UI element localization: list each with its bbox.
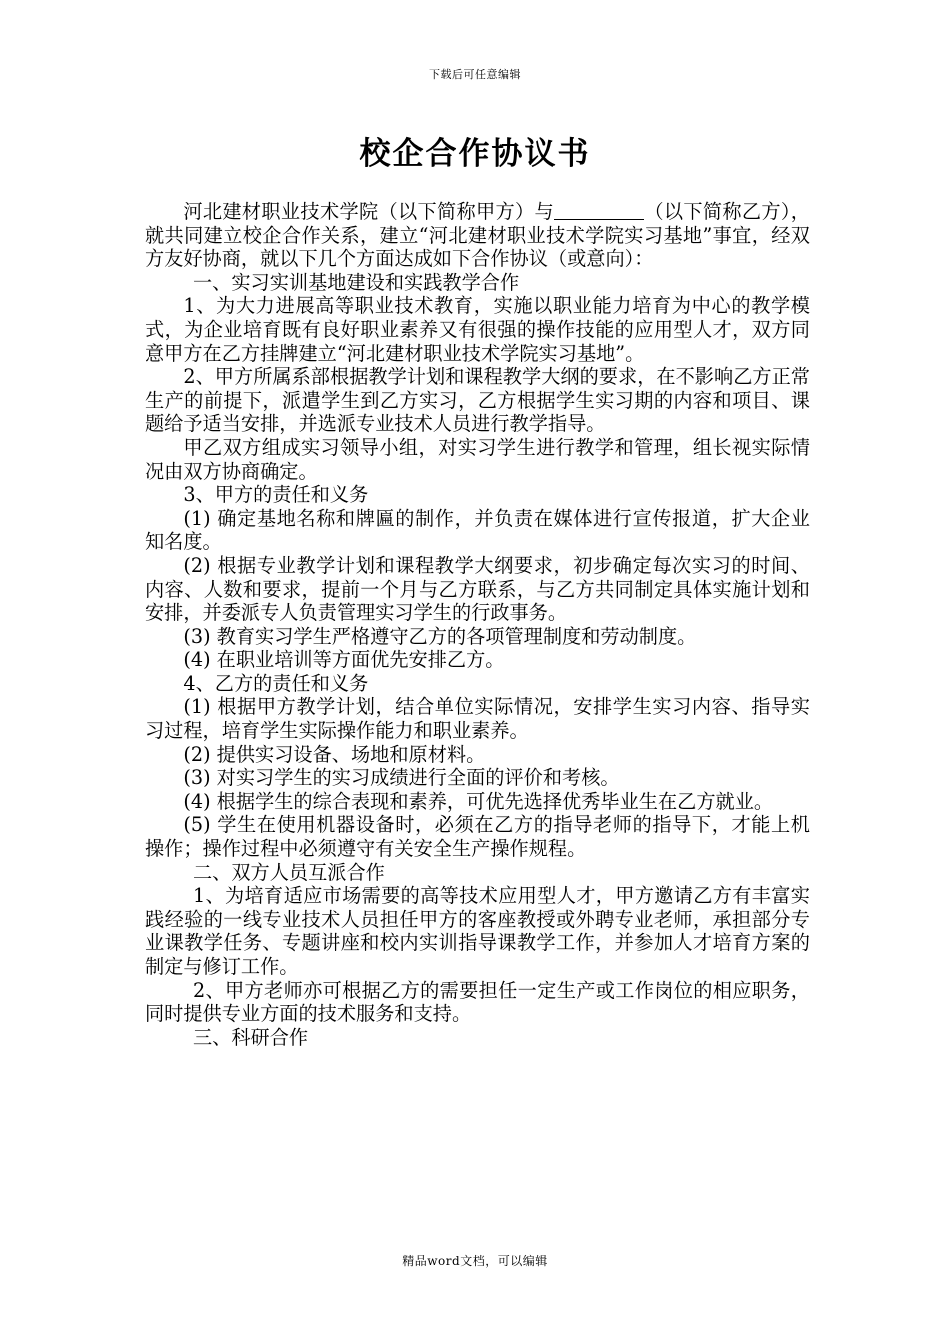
- document-body: [145, 200, 810, 1049]
- party-b-item-2: (2) 提供实习设备、场地和原材料。: [183, 742, 486, 766]
- party-b-item-1: (1) 根据甲方教学计划，结合单位实际情况，安排学生实习内容、指导实习过程，培育学生实际操作能力和职业素养。: [145, 695, 810, 743]
- paragraph-2-2: 2、甲方老师亦可根据乙方的需要担任一定生产或工作岗位的相应职务，同时提供专业方面的技术服务和支持。: [145, 978, 810, 1026]
- subheading-party-a: 3、甲方的责任和义务: [183, 483, 369, 507]
- party-a-item-1: (1) 确定基地名称和牌匾的制作，并负责在媒体进行宣传报道，扩大企业知名度。: [145, 506, 810, 554]
- page-header: 下载后可任意编辑: [429, 68, 521, 81]
- subheading-party-b: 4、乙方的责任和义务: [183, 671, 369, 695]
- section-heading-2: 二、双方人员互派合作: [193, 860, 385, 884]
- paragraph-leadership: 甲乙双方组成实习领导小组，对实习学生进行教学和管理，组长视实际情况由双方协商确定。: [145, 435, 810, 483]
- intro-paragraph: [145, 200, 810, 271]
- intro-text-end: （以下简称乙方），就共同建立校企合作关系，建立“河北建材职业技术学院实习基地”事宜，经双方友好协商，就以下几个方面达成如下合作协议（或意向）：: [145, 200, 810, 271]
- paragraph-1-1: 1、为大力进展高等职业技术教育，实施以职业能力培育为中心的教学模式，为企业培育既有良好职业素养又有很强的操作技能的应用型人才，双方同意甲方在乙方挂牌建立“河北建材职业技术学院实习基地”。: [145, 294, 810, 365]
- document-title: 校企合作协议书: [359, 136, 591, 172]
- party-b-item-5: (5) 学生在使用机器设备时，必须在乙方的指导老师的指导下，才能上机操作；操作过程中必须遵守有关安全生产操作规程。: [145, 813, 810, 861]
- party-a-item-3: (3) 教育实习学生严格遵守乙方的各项管理制度和劳动制度。: [183, 624, 697, 648]
- section-heading-1: 一、实习实训基地建设和实践教学合作: [193, 270, 520, 294]
- party-b-item-4: (4) 根据学生的综合表现和素养，可优先选择优秀毕业生在乙方就业。: [183, 789, 774, 813]
- party-b-blank: [554, 201, 644, 220]
- section-heading-3: 三、科研合作: [193, 1025, 309, 1049]
- page-footer: 精品word文档，可以编辑: [402, 1254, 548, 1268]
- party-b-item-3: (3) 对实习学生的实习成绩进行全面的评价和考核。: [183, 766, 620, 790]
- party-a-item-2: (2) 根据专业教学计划和课程教学大纲要求，初步确定每次实习的时间、内容、人数和要求，提前一个月与乙方联系，与乙方共同制定具体实施计划和安排，并委派专人负责管理实习学生的行政事务。: [145, 553, 810, 625]
- party-a-item-4: (4) 在职业培训等方面优先安排乙方。: [183, 648, 505, 672]
- paragraph-2-1: 1、为培育适应市场需要的高等技术应用型人才，甲方邀请乙方有丰富实践经验的一线专业技术人员担任甲方的客座教授或外聘专业老师，承担部分专业课教学任务、专题讲座和校内实训指导课教学工作，并参加人才培育方案的制定与修订工作。: [145, 884, 810, 978]
- paragraph-1-2: 2、甲方所属系部根据教学计划和课程教学大纲的要求，在不影响乙方正常生产的前提下，派遣学生到乙方实习，乙方根据学生实习期的内容和项目、课题给予适当安排，并选派专业技术人员进行教学指导。: [145, 365, 810, 436]
- intro-text-start: 河北建材职业技术学院（以下简称甲方）与: [183, 200, 555, 223]
